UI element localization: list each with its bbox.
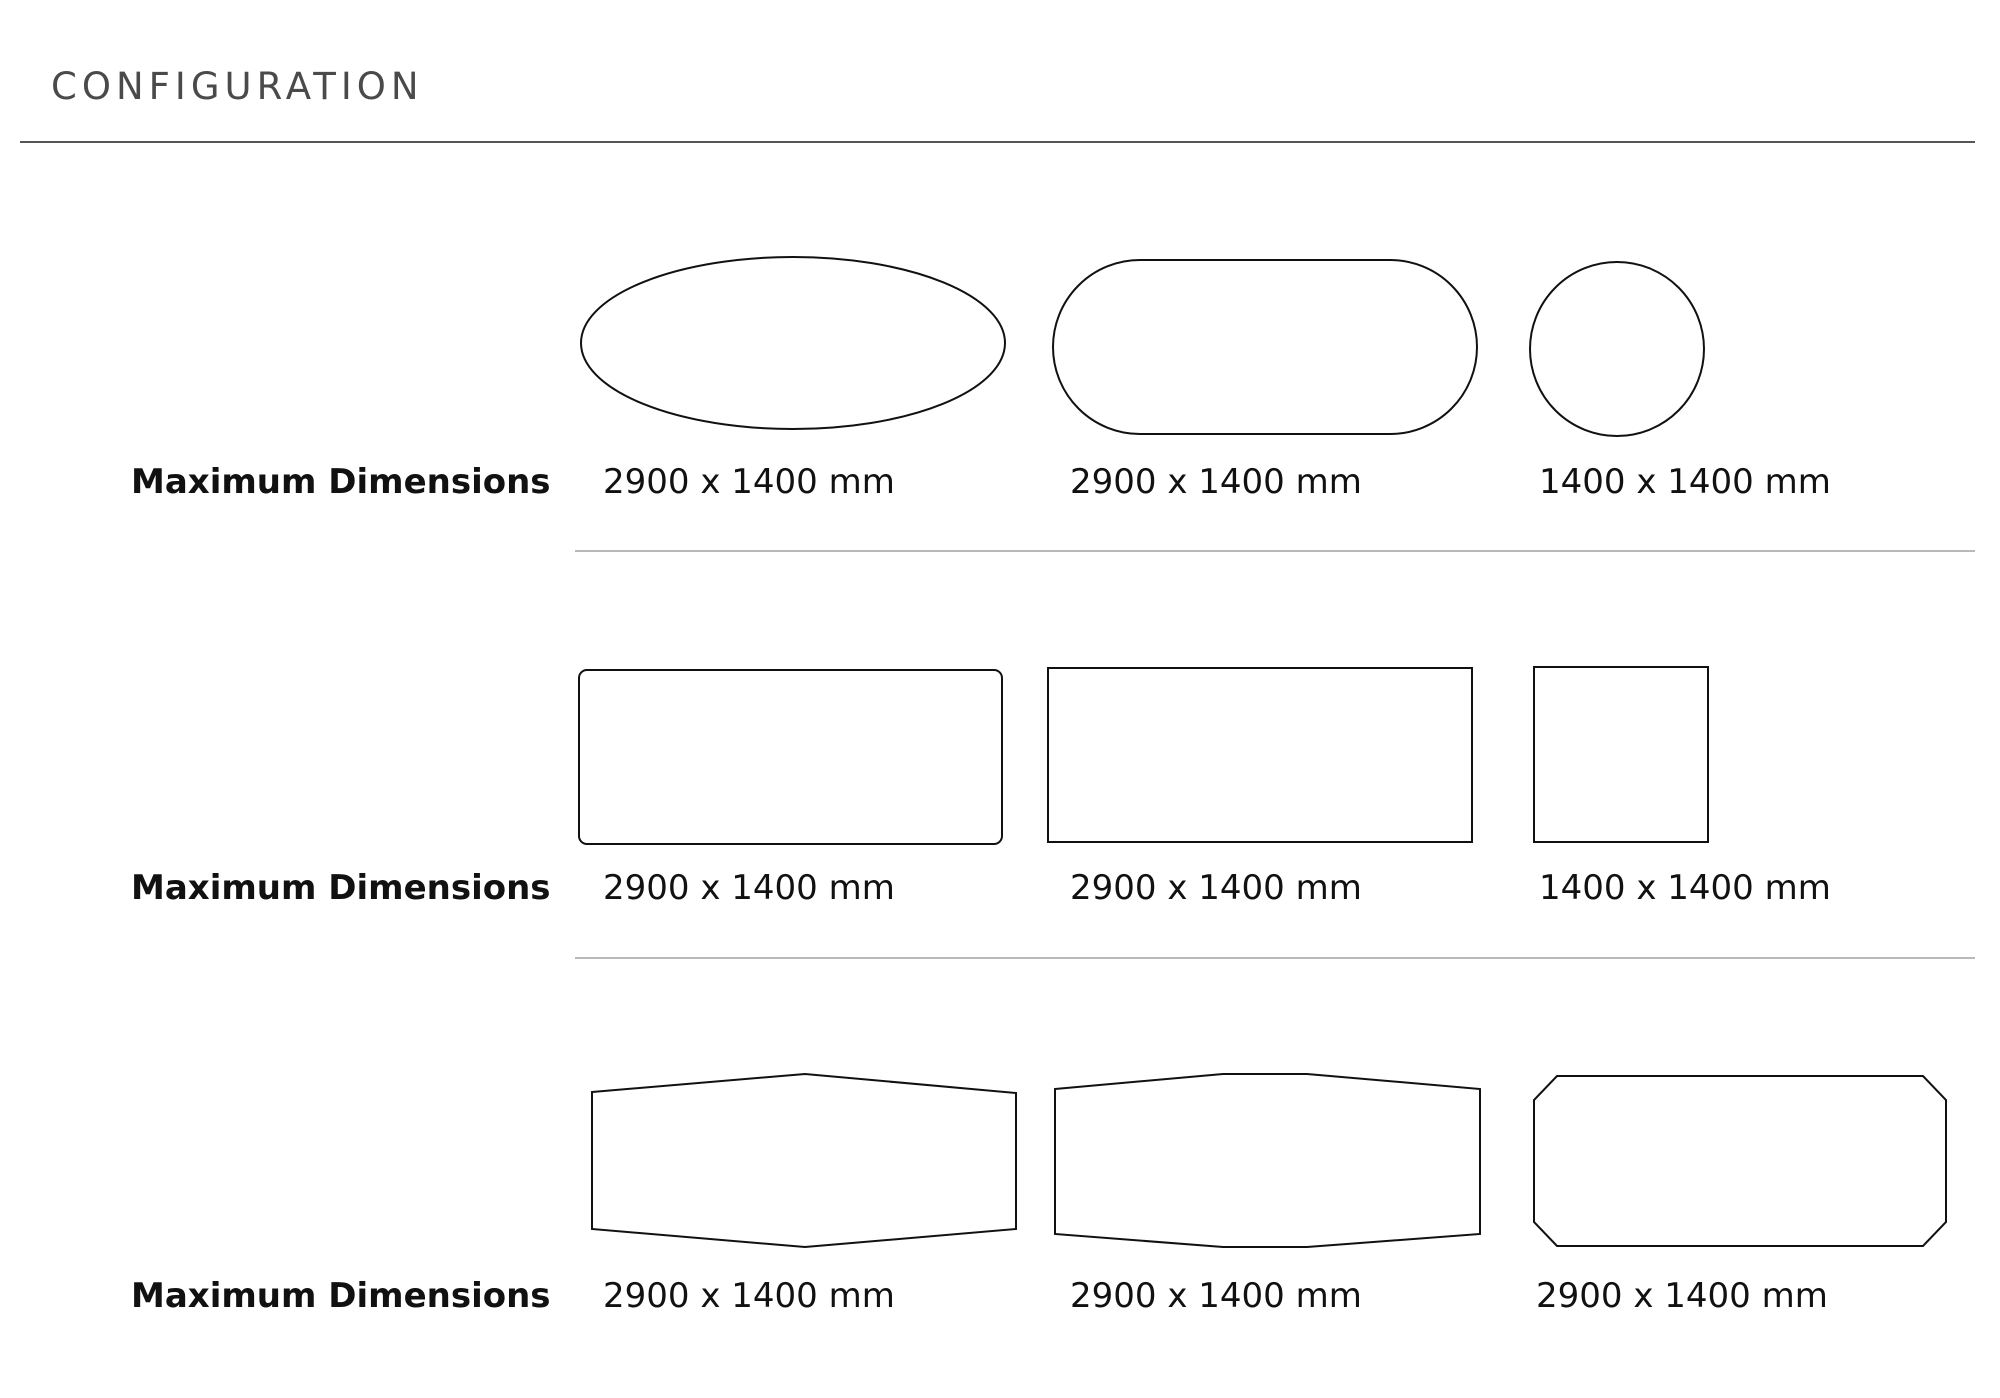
square-table-shape xyxy=(1534,667,1708,842)
dimension-label: 2900 x 1400 mm xyxy=(1070,868,1362,908)
rounded-rectangle-table-shape xyxy=(579,670,1002,844)
dimension-label: 2900 x 1400 mm xyxy=(603,868,895,908)
round-table-shape xyxy=(1530,262,1704,436)
dimension-label: 1400 x 1400 mm xyxy=(1539,462,1831,502)
page-title: CONFIGURATION xyxy=(51,65,424,108)
rectangle-table-shape xyxy=(1048,668,1472,842)
row-label: Maximum Dimensions xyxy=(131,868,551,908)
octagonal-barrel-table-shape xyxy=(1055,1074,1480,1247)
row-divider xyxy=(575,957,1975,959)
hexagonal-barrel-table-shape xyxy=(592,1074,1016,1247)
row-label: Maximum Dimensions xyxy=(131,1276,551,1316)
row-label: Maximum Dimensions xyxy=(131,462,551,502)
dimension-label: 2900 x 1400 mm xyxy=(1070,1276,1362,1316)
dimension-label: 2900 x 1400 mm xyxy=(1070,462,1362,502)
oval-table-shape xyxy=(581,257,1005,429)
chamfered-rectangle-table-shape xyxy=(1534,1076,1946,1246)
dimension-label: 1400 x 1400 mm xyxy=(1539,868,1831,908)
dimension-label: 2900 x 1400 mm xyxy=(603,1276,895,1316)
dimension-label: 2900 x 1400 mm xyxy=(1536,1276,1828,1316)
racetrack-table-shape xyxy=(1053,260,1477,434)
row-divider xyxy=(575,550,1975,552)
dimension-label: 2900 x 1400 mm xyxy=(603,462,895,502)
